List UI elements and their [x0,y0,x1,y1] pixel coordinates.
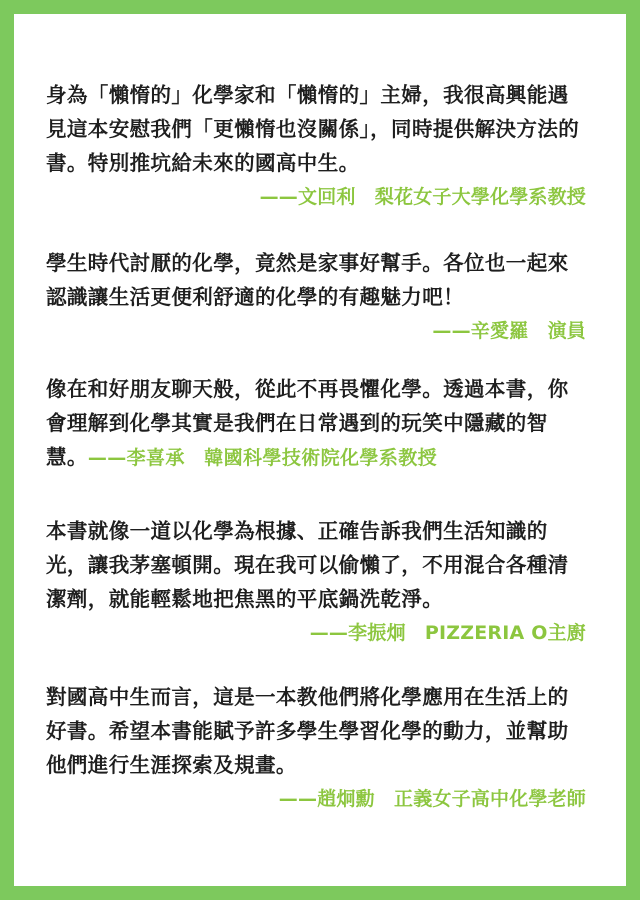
testimonial-body: 像在和好朋友聊天般，從此不再畏懼化學。透過本書，你會理解到化學其實是我們在日常遇到的玩笑中隱藏的智慧。 [46,377,569,469]
testimonial-5 [46,680,586,816]
testimonial-text [46,372,586,475]
testimonial-text: 學生時代討厭的化學，竟然是家事好幫手。各位也一起來認識讓生活更便利舒適的化學的有趣魅力吧！ [46,251,569,309]
testimonial-text: 對國高中生而言，這是一本教他們將化學應用在生活上的好書。希望本書能賦予許多學生學習化學的動力，並幫助他們進行生涯探索及規畫。 [46,685,569,777]
testimonial-attribution: ——李喜承 韓國科學技術院化學系教授 [87,447,438,469]
testimonial-attribution: ——李振炯 PIZZERIA O主廚 [309,622,586,644]
testimonial-4 [46,514,586,650]
testimonial-2 [46,246,586,348]
testimonial-attribution: ——趙炯勳 正義女子高中化學老師 [278,788,586,810]
testimonial-text: 身為「懶惰的」化學家和「懶惰的」主婦，我很高興能遇見這本安慰我們「更懶惰也沒關係」，同時提供解決方法的書。特別推坑給未來的國高中生。 [46,83,580,175]
testimonial-1 [46,78,586,214]
testimonial-3 [46,372,586,475]
testimonial-attribution: ——辛愛羅 演員 [432,320,586,342]
testimonial-text: 本書就像一道以化學為根據、正確告訴我們生活知識的光，讓我茅塞頓開。現在我可以偷懶了，不用混合各種清潔劑，就能輕鬆地把焦黑的平底鍋洗乾淨。 [46,519,569,611]
testimonial-attribution: ——文回利 梨花女子大學化學系教授 [259,186,586,208]
